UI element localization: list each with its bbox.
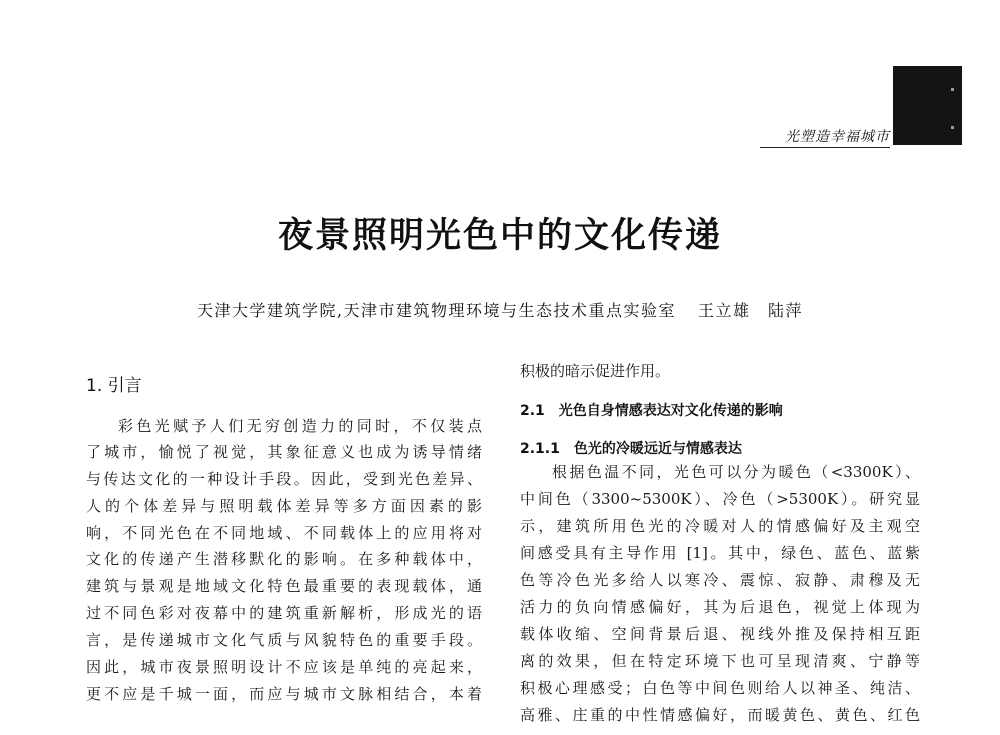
section-heading-2-1: 2.1 光色自身情感表达对文化传递的影响 bbox=[520, 403, 783, 419]
section-heading-2-1-1: 2.1.1 色光的冷暖远近与情感表达 bbox=[520, 441, 742, 457]
author-names: 王立雄 陆萍 bbox=[698, 301, 804, 320]
body-line-continued: 积极的暗示促进作用。 bbox=[520, 362, 671, 380]
body-line: 高雅、庄重的中性情感偏好，而暖黄色、黄色、红色 bbox=[520, 706, 920, 724]
affiliation: 天津大学建筑学院,天津市建筑物理环境与生态技术重点实验室 bbox=[196, 301, 677, 320]
body-line: 因此，城市夜景照明设计不应该是单纯的亮起来， bbox=[86, 658, 482, 676]
body-line: 色等冷色光多给人以寒冷、震惊、寂静、肃穆及无 bbox=[520, 571, 920, 589]
article-title: 夜景照明光色中的文化传递 bbox=[277, 216, 722, 256]
body-line: 与传达文化的一种设计手段。因此，受到光色差异、 bbox=[86, 470, 482, 488]
body-line: 中间色（3300~5300K）、冷色（>5300K）。研究显 bbox=[520, 490, 920, 508]
body-line: 间感受具有主导作用 [1]。其中，绿色、蓝色、蓝紫 bbox=[520, 544, 920, 562]
body-line: 载体收缩、空间背景后退、视线外推及保持相互距 bbox=[520, 625, 920, 643]
author-line bbox=[0, 298, 1000, 321]
header-tab-mark bbox=[951, 126, 954, 129]
body-line: 言，是传递城市文化气质与风貌特色的重要手段。 bbox=[86, 631, 482, 649]
body-line: 人的个体差异与照明载体差异等多方面因素的影 bbox=[86, 497, 482, 515]
body-line: 建筑与景观是地域文化特色最重要的表现载体，通 bbox=[86, 577, 482, 595]
header-tab-mark bbox=[951, 88, 954, 91]
body-line: 响，不同光色在不同地域、不同载体上的应用将对 bbox=[86, 524, 482, 542]
body-line: 了城市，愉悦了视觉，其象征意义也成为诱导情绪 bbox=[86, 443, 482, 461]
body-line: 示，建筑所用色光的冷暖对人的情感偏好及主观空 bbox=[520, 517, 920, 535]
body-line: 离的效果，但在特定环境下也可呈现清爽、宁静等 bbox=[520, 652, 920, 670]
section-heading-introduction: 1. 引言 bbox=[86, 376, 142, 396]
body-line: 根据色温不同，光色可以分为暖色（<3300K）、 bbox=[552, 463, 920, 481]
body-line: 活力的负向情感偏好，其为后退色，视觉上体现为 bbox=[520, 598, 920, 616]
body-line: 积极心理感受；白色等中间色则给人以神圣、纯洁、 bbox=[520, 679, 920, 697]
body-line: 更不应是千城一面，而应与城市文脉相结合，本着 bbox=[86, 685, 482, 703]
body-line: 彩色光赋予人们无穷创造力的同时，不仅装点 bbox=[118, 417, 482, 435]
body-line: 文化的传递产生潜移默化的影响。在多种载体中， bbox=[86, 550, 482, 568]
running-head: 光塑造幸福城市 bbox=[760, 126, 890, 148]
header-tab-block bbox=[893, 66, 962, 145]
body-line: 过不同色彩对夜幕中的建筑重新解析，形成光的语 bbox=[86, 604, 482, 622]
